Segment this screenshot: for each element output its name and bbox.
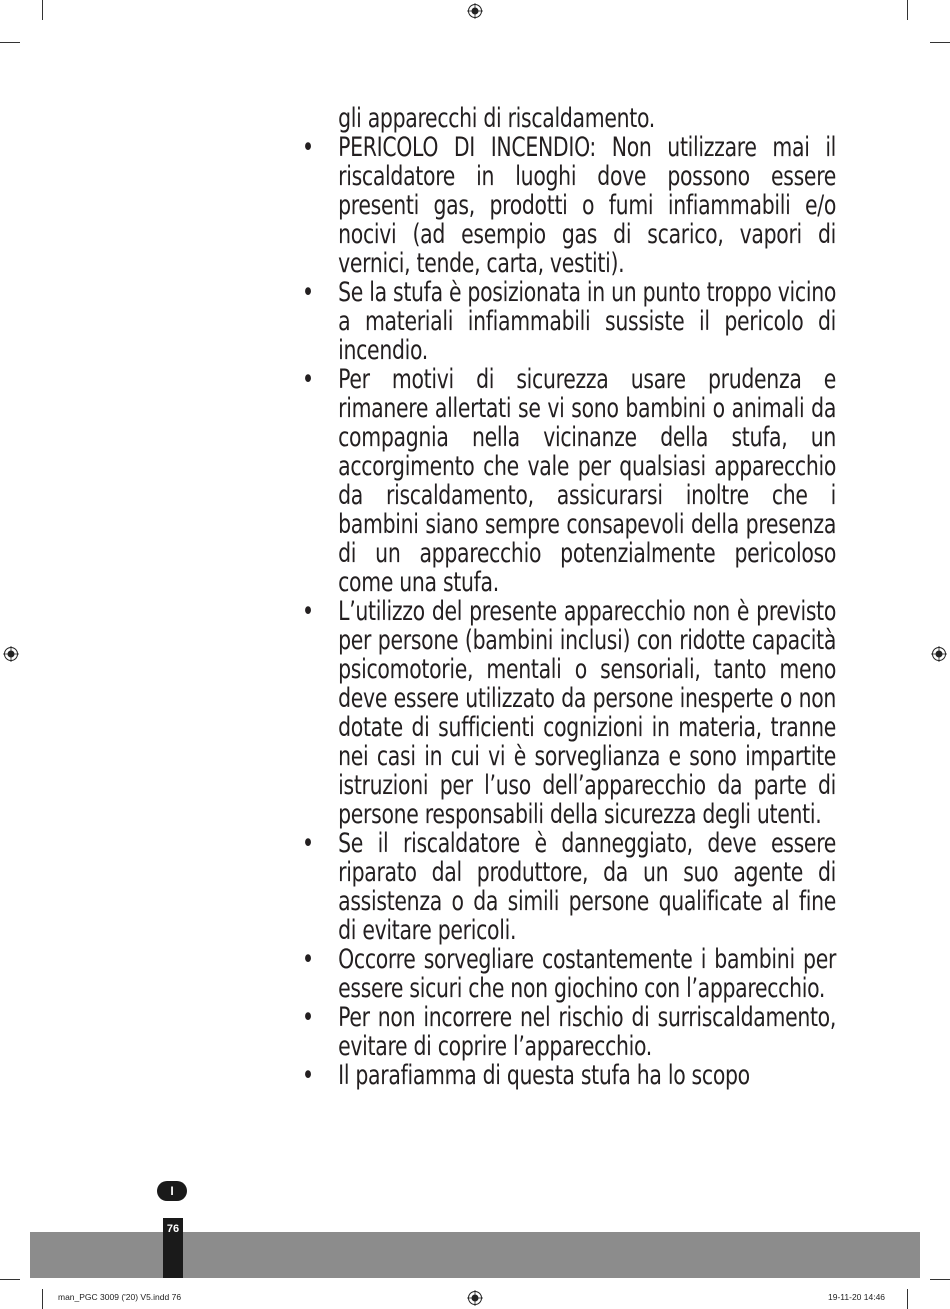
bullet-icon: •: [302, 596, 314, 627]
slug-filename: man_PGC 3009 ('20) V5.indd 76: [58, 1292, 182, 1302]
bullet-item-flammable-materials: [302, 278, 836, 365]
bullet-text: PERICOLO DI INCENDIO: Non utilizzare mai il riscaldatore in luoghi dove possono essere presenti gas, prodotti o fumi infiammabili e/o nocivi (ad esempio gas di scarico, vapori di vernici, tende, carta, vestiti).: [338, 132, 837, 279]
bullet-text: Per motivi di sicurezza usare prudenza e rimanere allertati se vi sono bambini o animali da compagnia nella vicinanze della stufa, un accorgimento che vale per qualsiasi apparecchio da riscaldamento, assicurarsi inoltre che i bambini siano sempre consapevoli della presenza di un apparecchio potenzialmente pericoloso come una stufa.: [338, 364, 837, 598]
crop-mark-br-h: [930, 1279, 950, 1280]
body-text-column: [302, 103, 837, 1091]
bullet-icon: •: [302, 1002, 314, 1033]
bullet-text: Occorre sorvegliare costantemente i bambini per essere sicuri che non giochino con l’apparecchio.: [338, 944, 837, 1004]
crop-mark-bl-v: [42, 1289, 43, 1309]
slug-date: 19-11-20 14:46: [828, 1292, 886, 1302]
bullet-text: Il parafiamma di questa stufa ha lo scopo: [338, 1060, 750, 1091]
language-badge: I: [157, 1181, 187, 1201]
bullet-icon: •: [302, 364, 314, 395]
crop-mark-tr-v: [907, 0, 908, 20]
crop-mark-tl-v: [42, 0, 43, 20]
crop-mark-tl-h: [0, 42, 20, 43]
bullet-text: Se la stufa è posizionata in un punto troppo vicino a materiali infiammabili sussiste il pericolo di incendio.: [338, 277, 837, 366]
bullet-icon: •: [302, 944, 314, 975]
bullet-icon: •: [302, 132, 314, 163]
crop-mark-br-v: [907, 1289, 908, 1309]
bullet-item-reduced-capacity: [302, 597, 836, 829]
bullet-item-overheating: [302, 1003, 836, 1061]
bullet-item-children-pets: [302, 365, 836, 597]
bullet-item-supervise-children: [302, 945, 836, 1003]
bullet-item-damaged-heater: [302, 829, 836, 945]
registration-mark-top-icon: [467, 3, 483, 19]
text-frame: [302, 104, 836, 1090]
registration-mark-left-icon: [3, 646, 19, 662]
crop-mark-tr-h: [930, 42, 950, 43]
bullet-icon: •: [302, 1060, 314, 1091]
page-number: 76: [163, 1218, 183, 1278]
bullet-icon: •: [302, 828, 314, 859]
bullet-text: Se il riscaldatore è danneggiato, deve essere riparato dal produttore, da un suo agente di assistenza o da simili persone qualificate al fine di evitare pericoli.: [338, 828, 837, 946]
bullet-text: L’utilizzo del presente apparecchio non è previsto per persone (bambini inclusi) con ridotte capacità psicomotorie, mentali o sensoriali, tanto meno deve essere utilizzato da persone inesperte o non dotate di sufficienti cognizioni in materia, tranne nei casi in cui vi è sorveglianza e sono impartite istruzioni per l’uso dell’apparecchio da parte di persone responsabili della sicurezza degli utenti.: [338, 596, 837, 830]
bullet-item-flame-guard: [302, 1061, 836, 1090]
registration-mark-bottom-icon: [467, 1290, 483, 1306]
registration-mark-right-icon: [931, 646, 947, 662]
bullet-icon: •: [302, 277, 314, 308]
continued-paragraph: gli apparecchi di riscaldamento.: [338, 103, 655, 134]
crop-mark-bl-h: [0, 1279, 20, 1280]
bullet-text: Per non incorrere nel rischio di surriscaldamento, evitare di coprire l’apparecchio.: [338, 1002, 837, 1062]
bullet-item-fire-hazard: [302, 133, 836, 278]
